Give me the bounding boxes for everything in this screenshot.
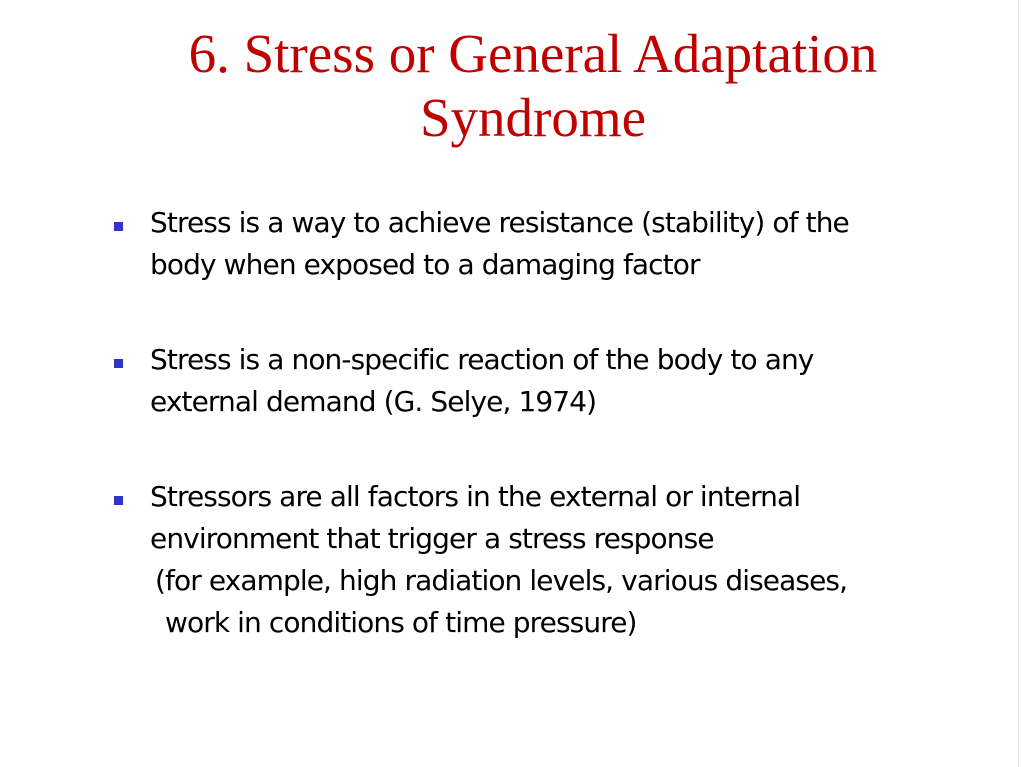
bullet-text-line: Stress is a way to achieve resistance (stability) of the xyxy=(150,206,849,239)
bullet-list xyxy=(110,202,990,697)
title-line-2: Syndrome xyxy=(419,87,647,148)
bullet-text-line: work in conditions of time pressure) xyxy=(165,606,637,639)
square-bullet-icon xyxy=(114,222,123,231)
square-bullet-icon xyxy=(114,359,123,368)
bullet-text-line: body when exposed to a damaging factor xyxy=(150,248,700,281)
bullet-text-line: environment that trigger a stress response xyxy=(150,522,714,555)
bullet-text-line: (for example, high radiation levels, various diseases, xyxy=(155,564,848,597)
title-line-1: 6. Stress or General Adaptation xyxy=(188,23,878,84)
bullet-item-stress-definition xyxy=(110,202,990,286)
bullet-item-selye-definition xyxy=(110,339,990,423)
slide-title xyxy=(60,22,1006,150)
bullet-item-stressors xyxy=(110,476,990,644)
bullet-text-line: Stress is a non-specific reaction of the body to any xyxy=(150,343,814,376)
bullet-text-line: external demand (G. Selye, 1974) xyxy=(150,385,597,418)
square-bullet-icon xyxy=(114,496,123,505)
bullet-text-line: Stressors are all factors in the external or internal xyxy=(150,480,801,513)
